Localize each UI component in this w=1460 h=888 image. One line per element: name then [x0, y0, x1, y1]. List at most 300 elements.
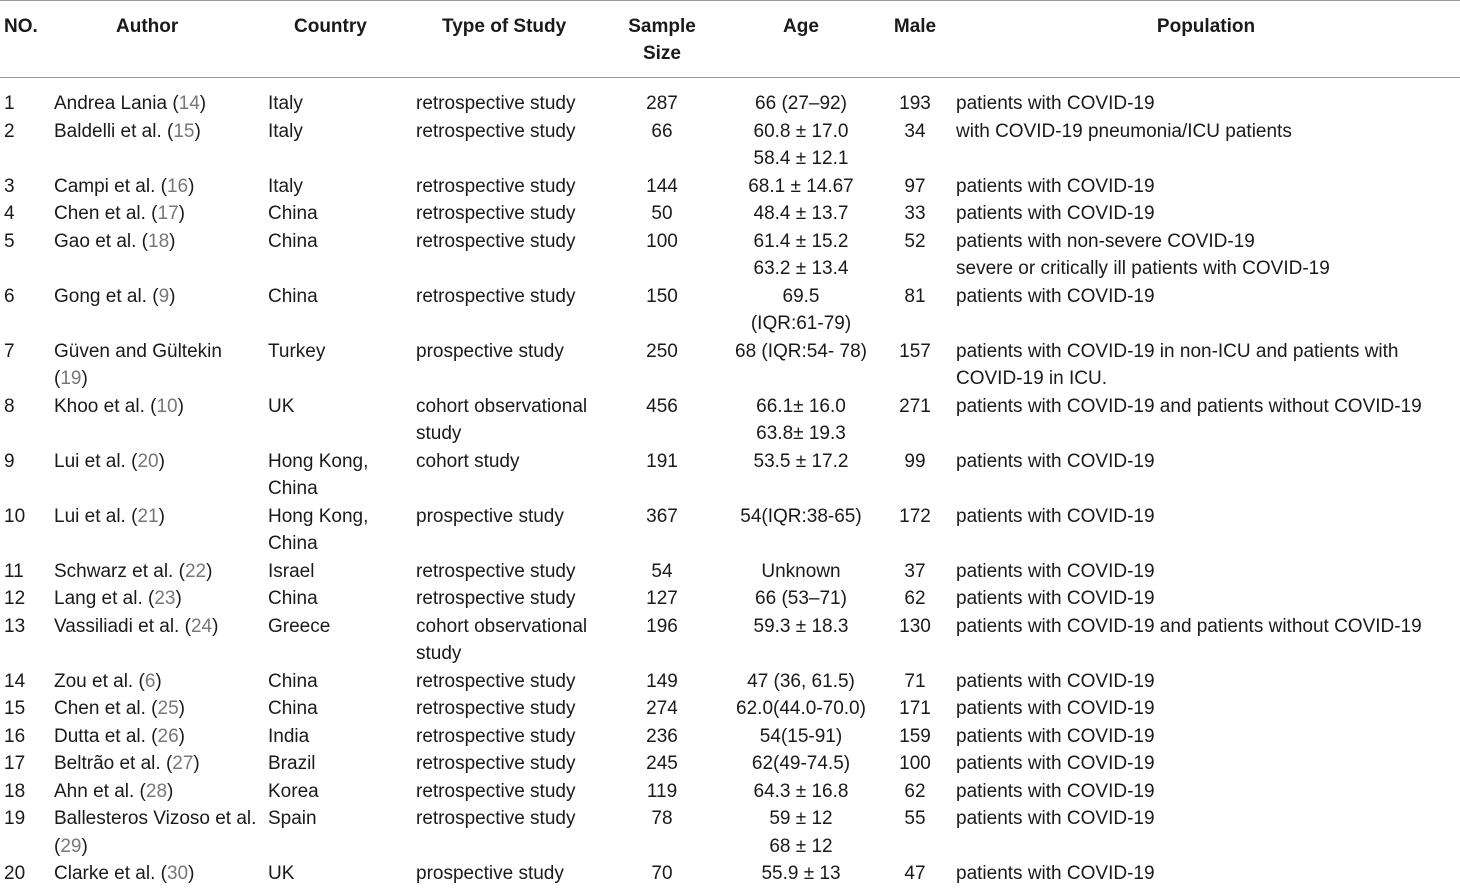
population-text: patients with COVID-19: [956, 725, 1155, 747]
cell-no: [0, 448, 50, 503]
country: China: [268, 285, 318, 307]
cell-country: [264, 448, 412, 503]
cell-author: Schwarz et al. (22): [54, 560, 213, 582]
cell-study-type: [412, 200, 600, 228]
country: Turkey: [268, 340, 326, 362]
row-number: 15: [4, 698, 26, 719]
table-row: [0, 338, 1460, 393]
reference-number: 28: [145, 780, 168, 802]
country: Italy: [268, 175, 303, 197]
table-row: [0, 78, 1460, 118]
cell-country: [264, 118, 412, 173]
cell-age: [724, 448, 878, 503]
cell-study-type: [412, 558, 600, 586]
cell-study-type: [412, 723, 600, 751]
cell-country: [264, 503, 412, 558]
cell-sample-size: [600, 283, 724, 338]
cell-age: [724, 723, 878, 751]
reference-number: 14: [178, 93, 200, 114]
cell-male: [878, 750, 952, 778]
cell-study-type: [412, 695, 600, 723]
age-value: 69.5: [782, 285, 820, 307]
cell-no: [0, 805, 50, 860]
row-number: 17: [4, 753, 26, 774]
cell-study-type: [412, 613, 600, 668]
country: Italy: [268, 120, 303, 142]
row-number: 10: [4, 505, 26, 527]
male-count: 34: [904, 120, 926, 142]
reference-number: 27: [172, 753, 194, 774]
row-number: 4: [4, 203, 15, 224]
table-row: [0, 723, 1460, 751]
author-name: Dutta et al.: [54, 725, 146, 747]
row-number: 18: [4, 780, 26, 802]
cell-author: Ballesteros Vizoso et al. (29): [54, 808, 257, 857]
cell-country: [264, 778, 412, 806]
study-type: prospective study: [416, 505, 564, 527]
cell-author: Khoo et al. (10): [54, 395, 184, 417]
cell-author: Lui et al. (20): [54, 450, 165, 472]
cell-sample-size: [600, 393, 724, 448]
reference-number: 9: [158, 285, 170, 307]
male-count: 47: [904, 863, 926, 884]
cell-author: Campi et al. (16): [54, 175, 195, 197]
age-value: 58.4 ± 12.1: [753, 148, 849, 169]
table-row: [0, 860, 1460, 888]
age-value: 61.4 ± 15.2: [753, 230, 849, 252]
male-count: 159: [899, 725, 931, 747]
cell-sample-size: [600, 118, 724, 173]
population-text: patients with COVID-19: [956, 285, 1155, 307]
table-row: [0, 173, 1460, 201]
cell-male: [878, 558, 952, 586]
header-population: Population: [952, 1, 1460, 78]
cell-male: [878, 668, 952, 696]
cell-population: [952, 78, 1460, 118]
cell-age: [724, 283, 878, 338]
male-count: 157: [899, 340, 931, 362]
age-value: 60.8 ± 17.0: [753, 120, 849, 142]
author-name: Güven and Gültekin: [54, 340, 222, 362]
table-body: [0, 78, 1460, 888]
cell-author: Lui et al. (21): [54, 505, 165, 527]
study-type: retrospective study: [416, 203, 576, 224]
study-type: cohort study: [416, 450, 520, 472]
reference-number: 18: [148, 230, 170, 252]
population-text: patients with COVID-19: [956, 560, 1155, 582]
reference-number: 17: [157, 203, 179, 224]
sample-size: 250: [646, 340, 678, 362]
cell-no: [0, 613, 50, 668]
author-name: Gao et al.: [54, 230, 137, 252]
reference-number: 15: [173, 120, 195, 142]
author-name: Chen et al.: [54, 698, 146, 719]
cell-population: [952, 695, 1460, 723]
author-name: Baldelli et al.: [54, 120, 162, 142]
sample-size: 196: [646, 615, 678, 637]
cell-age: [724, 778, 878, 806]
population-text: patients with COVID-19: [956, 780, 1155, 802]
age-value: 68.1 ± 14.67: [748, 175, 854, 197]
age-value: (IQR:61-79): [750, 313, 852, 334]
male-count: 62: [904, 588, 926, 609]
table-row: [0, 118, 1460, 173]
table-row: [0, 695, 1460, 723]
cell-sample-size: [600, 558, 724, 586]
population-text: patients with COVID-19 and patients without COVID-19: [956, 395, 1422, 417]
sample-size: 287: [646, 93, 678, 114]
cell-sample-size: [600, 613, 724, 668]
cell-author: Beltrão et al. (27): [54, 753, 200, 774]
cell-no: [0, 228, 50, 283]
male-count: 62: [904, 780, 926, 802]
cell-male: [878, 173, 952, 201]
cell-study-type: [412, 448, 600, 503]
country: Hong Kong, China: [268, 505, 369, 554]
sample-size: 149: [646, 670, 678, 692]
cell-male: [878, 228, 952, 283]
cell-country: [264, 668, 412, 696]
age-value: 62(49-74.5): [751, 753, 851, 774]
table-row: [0, 778, 1460, 806]
male-count: 52: [904, 230, 926, 252]
cell-age: [724, 750, 878, 778]
row-number: 19: [4, 808, 26, 829]
cell-age: [724, 668, 878, 696]
reference-number: 19: [60, 368, 82, 389]
cell-no: [0, 585, 50, 613]
author-name: Lang et al.: [54, 588, 143, 609]
header-sample-size: [600, 1, 724, 78]
cell-male: [878, 200, 952, 228]
cell-author: Baldelli et al. (15): [54, 120, 201, 142]
cell-author: Dutta et al. (26): [54, 725, 185, 747]
population-text: patients with COVID-19: [956, 175, 1155, 197]
sample-size: 274: [646, 698, 678, 719]
author-name: Vassiliadi et al.: [54, 615, 180, 637]
header-age: Age: [724, 1, 878, 78]
cell-study-type: [412, 173, 600, 201]
cell-author: Gao et al. (18): [54, 230, 176, 252]
cell-age: [724, 503, 878, 558]
cell-no: [0, 668, 50, 696]
population-text: patients with COVID-19: [956, 753, 1155, 774]
age-value: 66 (53–71): [755, 588, 847, 609]
population-text: patients with non-severe COVID-19: [956, 230, 1255, 252]
author-name: Lui et al.: [54, 505, 126, 527]
cell-age: [724, 173, 878, 201]
cell-male: [878, 283, 952, 338]
sample-size: 119: [646, 780, 678, 802]
cell-study-type: [412, 805, 600, 860]
cell-country: [264, 173, 412, 201]
table-row: [0, 448, 1460, 503]
study-type: retrospective study: [416, 175, 576, 197]
cell-sample-size: [600, 695, 724, 723]
cell-study-type: [412, 283, 600, 338]
cell-country: [264, 695, 412, 723]
cell-population: [952, 750, 1460, 778]
sample-size: 66: [651, 120, 673, 142]
cell-study-type: [412, 778, 600, 806]
header-sample-line1: Sample: [628, 16, 696, 37]
cell-male: [878, 503, 952, 558]
cell-no: [0, 778, 50, 806]
reference-number: 25: [157, 698, 179, 719]
reference-number: 23: [154, 588, 176, 609]
row-number: 7: [4, 340, 15, 362]
table-row: [0, 393, 1460, 448]
author-name: Campi et al.: [54, 175, 156, 197]
age-value: 68 ± 12: [769, 835, 833, 857]
country: Hong Kong, China: [268, 450, 369, 499]
cell-age: [724, 585, 878, 613]
sample-size: 456: [646, 395, 678, 417]
author-name: Khoo et al.: [54, 395, 145, 417]
table-row: [0, 613, 1460, 668]
country: India: [268, 725, 310, 747]
cell-sample-size: [600, 338, 724, 393]
row-number: 20: [4, 863, 26, 884]
country: UK: [268, 395, 295, 417]
sample-size: 127: [646, 588, 678, 609]
cell-sample-size: [600, 723, 724, 751]
cell-population: [952, 503, 1460, 558]
country: Greece: [268, 615, 331, 637]
row-number: 9: [4, 450, 15, 472]
row-number: 3: [4, 175, 15, 197]
population-text: patients with COVID-19: [956, 505, 1155, 527]
row-number: 1: [4, 93, 15, 114]
table-row: [0, 668, 1460, 696]
cell-male: [878, 723, 952, 751]
cell-male: [878, 805, 952, 860]
population-text: patients with COVID-19: [956, 808, 1155, 829]
population-text: patients with COVID-19: [956, 863, 1155, 884]
cell-population: [952, 338, 1460, 393]
table-row: [0, 750, 1460, 778]
cell-country: [264, 805, 412, 860]
cell-age: [724, 118, 878, 173]
cell-male: [878, 585, 952, 613]
cell-country: [264, 585, 412, 613]
row-number: 13: [4, 615, 26, 637]
row-number: 16: [4, 725, 26, 747]
population-text: patients with COVID-19: [956, 588, 1155, 609]
reference-number: 30: [166, 863, 189, 884]
row-number: 6: [4, 285, 15, 307]
cell-population: [952, 805, 1460, 860]
cell-age: [724, 805, 878, 860]
reference-number: 16: [166, 175, 189, 197]
cell-age: [724, 78, 878, 118]
header-country: Country: [264, 1, 412, 78]
age-value: Unknown: [761, 560, 841, 582]
male-count: 97: [904, 175, 926, 197]
cell-sample-size: [600, 750, 724, 778]
study-type: retrospective study: [416, 670, 576, 692]
cell-male: [878, 338, 952, 393]
cell-age: [724, 228, 878, 283]
cell-author: Lang et al. (23): [54, 588, 182, 609]
reference-number: 29: [60, 835, 82, 857]
cell-sample-size: [600, 585, 724, 613]
cell-author: Zou et al. (6): [54, 670, 162, 692]
sample-size: 150: [646, 285, 678, 307]
cell-population: [952, 723, 1460, 751]
table-row: [0, 503, 1460, 558]
cell-sample-size: [600, 200, 724, 228]
reference-number: 24: [190, 615, 213, 637]
cell-author: Gong et al. (9): [54, 285, 176, 307]
country: Brazil: [268, 753, 316, 774]
header-type: Type of Study: [412, 1, 600, 78]
cell-population: [952, 860, 1460, 888]
cell-no: [0, 78, 50, 118]
population-text: patients with COVID-19: [956, 698, 1155, 719]
cell-author: Vassiliadi et al. (24): [54, 615, 219, 637]
cell-male: [878, 78, 952, 118]
cell-population: [952, 283, 1460, 338]
cell-population: [952, 558, 1460, 586]
sample-size: 100: [646, 230, 678, 252]
population-text: patients with COVID-19 in non-ICU and patients with COVID-19 in ICU.: [956, 340, 1399, 389]
table-row: [0, 283, 1460, 338]
cell-population: [952, 613, 1460, 668]
male-count: 71: [904, 670, 926, 692]
cell-study-type: [412, 585, 600, 613]
cell-country: [264, 860, 412, 888]
age-value: 68 (IQR:54- 78): [735, 340, 867, 362]
author-name: Ballesteros Vizoso et al.: [54, 808, 257, 829]
cell-no: [0, 723, 50, 751]
country: Spain: [268, 808, 317, 829]
country: China: [268, 588, 318, 609]
reference-number: 10: [156, 395, 178, 417]
population-text: patients with COVID-19: [956, 670, 1155, 692]
row-number: 12: [4, 588, 26, 609]
cell-study-type: [412, 503, 600, 558]
cell-male: [878, 393, 952, 448]
cell-male: [878, 778, 952, 806]
male-count: 193: [899, 93, 931, 114]
cell-study-type: [412, 118, 600, 173]
sample-size: 191: [646, 450, 678, 472]
header-row: [0, 1, 1460, 78]
population-text: severe or critically ill patients with COVID-19: [956, 258, 1330, 279]
cell-country: [264, 338, 412, 393]
header-male: Male: [878, 1, 952, 78]
table-row: [0, 228, 1460, 283]
age-value: 47 (36, 61.5): [747, 670, 855, 692]
cell-no: [0, 200, 50, 228]
population-text: patients with COVID-19: [956, 450, 1155, 472]
male-count: 99: [904, 450, 926, 472]
cell-author: Chen et al. (25): [54, 698, 185, 719]
reference-number: 22: [184, 560, 207, 582]
table-row: [0, 585, 1460, 613]
cell-no: [0, 558, 50, 586]
cell-age: [724, 695, 878, 723]
cell-author: Ahn et al. (28): [54, 780, 174, 802]
country: China: [268, 698, 318, 719]
cell-author: Clarke et al. (30): [54, 863, 195, 884]
study-type: retrospective study: [416, 120, 576, 142]
cell-male: [878, 860, 952, 888]
sample-size: 367: [646, 505, 678, 527]
age-value: 59.3 ± 18.3: [753, 615, 849, 637]
author-name: Zou et al.: [54, 670, 134, 692]
cell-author: Chen et al. (17): [54, 203, 185, 224]
study-type: retrospective study: [416, 698, 576, 719]
cell-population: [952, 228, 1460, 283]
population-text: patients with COVID-19 and patients without COVID-19: [956, 615, 1422, 637]
cell-population: [952, 448, 1460, 503]
cell-no: [0, 283, 50, 338]
age-value: 54(IQR:38-65): [740, 505, 862, 527]
cell-age: [724, 558, 878, 586]
male-count: 130: [899, 615, 931, 637]
study-type: cohort observational study: [416, 395, 588, 444]
author-name: Beltrão et al.: [54, 753, 161, 774]
cell-no: [0, 503, 50, 558]
cell-country: [264, 613, 412, 668]
cell-author: Güven and Gültekin (19): [54, 340, 222, 389]
cell-sample-size: [600, 228, 724, 283]
row-number: 5: [4, 230, 15, 252]
table-row: [0, 200, 1460, 228]
country: China: [268, 670, 318, 692]
cell-male: [878, 613, 952, 668]
author-name: Schwarz et al.: [54, 560, 174, 582]
author-name: Clarke et al.: [54, 863, 156, 884]
table-header: [0, 1, 1460, 78]
author-name: Gong et al.: [54, 285, 147, 307]
author-name: Chen et al.: [54, 203, 146, 224]
cell-country: [264, 393, 412, 448]
cell-population: [952, 668, 1460, 696]
cell-age: [724, 338, 878, 393]
age-value: 62.0(44.0-70.0): [736, 698, 866, 719]
cell-country: [264, 200, 412, 228]
cell-sample-size: [600, 805, 724, 860]
cell-no: [0, 860, 50, 888]
male-count: 55: [904, 808, 926, 829]
cell-sample-size: [600, 173, 724, 201]
study-type: retrospective study: [416, 285, 576, 307]
sample-size: 78: [651, 808, 673, 829]
cell-population: [952, 173, 1460, 201]
male-count: 271: [899, 395, 931, 417]
cell-age: [724, 613, 878, 668]
cell-male: [878, 695, 952, 723]
population-text: patients with COVID-19: [956, 93, 1155, 114]
age-value: 64.3 ± 16.8: [753, 780, 849, 802]
age-value: 53.5 ± 17.2: [753, 450, 849, 472]
study-type: retrospective study: [416, 588, 576, 609]
cell-study-type: [412, 668, 600, 696]
cell-population: [952, 393, 1460, 448]
age-value: 55.9 ± 13: [761, 863, 841, 884]
cell-sample-size: [600, 860, 724, 888]
row-number: 8: [4, 395, 15, 417]
age-value: 66.1± 16.0: [756, 395, 846, 417]
table-row: [0, 805, 1460, 860]
study-type: retrospective study: [416, 560, 576, 582]
author-name: Lui et al.: [54, 450, 126, 472]
cell-male: [878, 118, 952, 173]
reference-number: 21: [137, 505, 159, 527]
